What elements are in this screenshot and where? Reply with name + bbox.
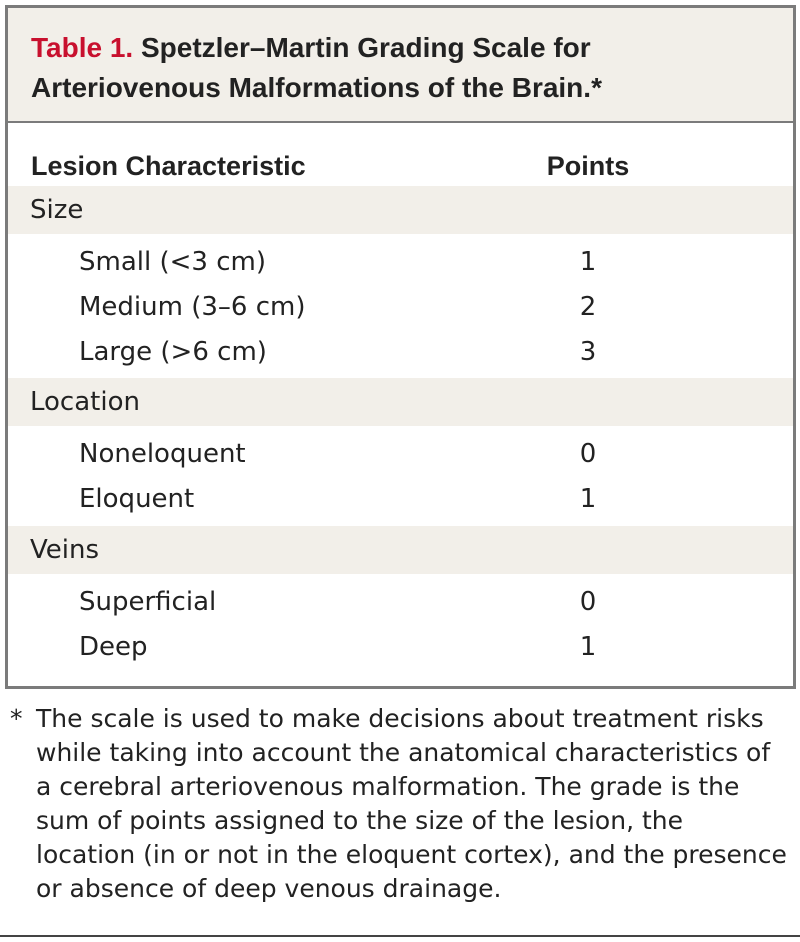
- table-row: [8, 238, 793, 286]
- footnote-text: The scale is used to make decisions about treatment risks while taking into account the anatomical characteristics of a cerebral arteriovenous malformation. The grade is the sum of points assigned to the size of the lesion, the location (in or not in the eloquent cortex), and the presence or absence of deep venous drainage.: [36, 704, 787, 903]
- category-row-location: [8, 378, 793, 426]
- category-label: Size: [30, 195, 84, 225]
- category-row-veins: [8, 526, 793, 574]
- table-row: [8, 475, 793, 523]
- table-label: Table 1.: [31, 32, 134, 63]
- characteristic-label: Small (<3 cm): [79, 247, 266, 277]
- table-title: [31, 28, 781, 108]
- table-title-footnote-mark: *: [591, 72, 602, 103]
- points-value: 0: [579, 587, 597, 617]
- points-value: 1: [579, 632, 597, 662]
- characteristic-label: Eloquent: [79, 484, 195, 514]
- table-row: [8, 623, 793, 671]
- points-value: 2: [579, 292, 597, 322]
- table-row: [8, 430, 793, 478]
- table-row: [8, 328, 793, 376]
- characteristic-label: Deep: [79, 632, 148, 662]
- column-header-points: Points: [546, 151, 630, 181]
- table-frame: [5, 5, 796, 689]
- points-value: 1: [579, 484, 597, 514]
- category-label: Location: [30, 387, 140, 417]
- column-header-characteristic: Lesion Characteristic: [31, 151, 306, 181]
- points-value: 3: [579, 337, 597, 367]
- bottom-divider: [0, 935, 800, 937]
- points-value: 1: [579, 247, 597, 277]
- characteristic-label: Large (>6 cm): [79, 337, 267, 367]
- table-row: [8, 283, 793, 331]
- points-value: 0: [579, 439, 597, 469]
- table-title-text: Spetzler–Martin Grading Scale for Arteriovenous Malformations of the Brain.: [31, 32, 592, 103]
- table-title-band: [8, 8, 793, 123]
- characteristic-label: Noneloquent: [79, 439, 246, 469]
- characteristic-label: Medium (3–6 cm): [79, 292, 306, 322]
- footnote-mark: *: [10, 704, 23, 733]
- characteristic-label: Superficial: [79, 587, 217, 617]
- category-row-size: [8, 186, 793, 234]
- table-row: [8, 578, 793, 626]
- category-label: Veins: [30, 535, 100, 565]
